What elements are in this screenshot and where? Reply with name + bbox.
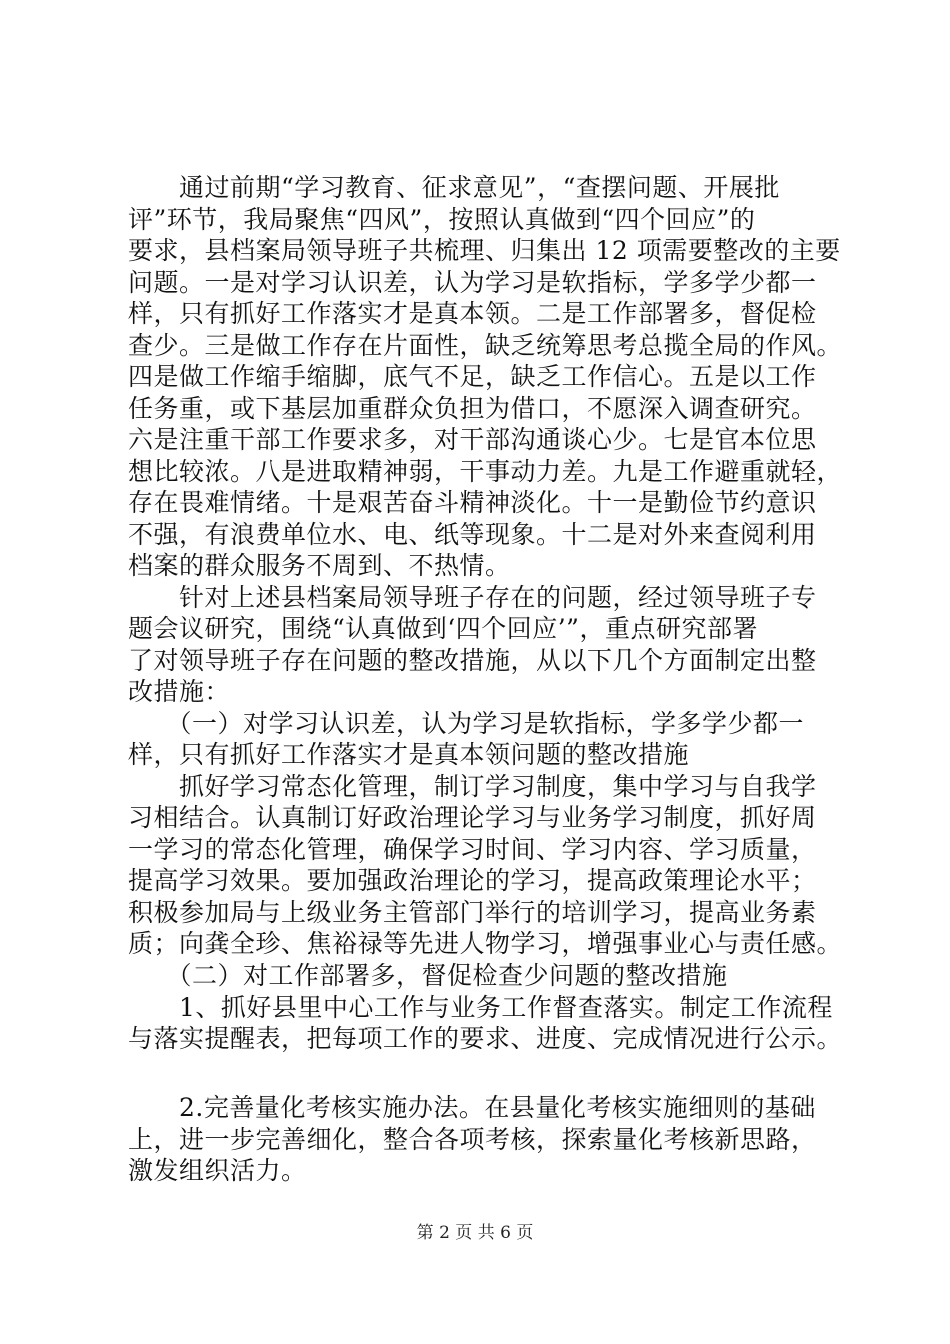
text-line: 抓好学习常态化管理，制订学习制度，集中学习与自我学 xyxy=(128,771,817,801)
page-number-footer: 第 2 页 共 6 页 xyxy=(416,1223,534,1243)
text-line: 任务重，或下基层加重群众负担为借口，不愿深入调查研究。 xyxy=(128,393,817,423)
text-line: 提高学习效果。要加强政治理论的学习，提高政策理论水平； xyxy=(128,866,817,895)
text-line: 改措施： xyxy=(128,677,231,706)
text-line: 了对领导班子存在问题的整改措施，从以下几个方面制定出整 xyxy=(128,645,817,675)
section-heading-line: 样，只有抓好工作落实才是真本领问题的整改措施 xyxy=(128,740,690,769)
text-line: 1、抓好县里中心工作与业务工作督查落实。制定工作流程 xyxy=(128,992,833,1022)
text-line: 习相结合。认真制订好政治理论学习与业务学习制度，抓好周 xyxy=(128,803,817,832)
section-heading-line: （二）对工作部署多，督促检查少问题的整改措施 xyxy=(128,961,728,990)
text-line: 样，只有抓好工作落实才是真本领。二是工作部署多，督促检 xyxy=(128,299,817,328)
text-line: 问题。一是对学习认识差，认为学习是软指标，学多学少都一 xyxy=(128,267,817,297)
text-line: 质；向龚全珍、焦裕禄等先进人物学习，增强事业心与责任感。 xyxy=(128,929,843,958)
text-line: 查少。三是做工作存在片面性，缺乏统筹思考总揽全局的作风。 xyxy=(128,330,843,360)
text-line: 针对上述县档案局领导班子存在的问题，经过领导班子专 xyxy=(128,582,817,612)
text-line: 2.完善量化考核实施办法。在县量化考核实施细则的基础 xyxy=(128,1093,816,1122)
text-line: 四是做工作缩手缩脚，底气不足，缺乏工作信心。五是以工作 xyxy=(128,362,817,391)
text-line: 通过前期“学习教育、征求意见”，“查摆问题、开展批 xyxy=(128,173,780,202)
text-line: 想比较浓。八是进取精神弱，干事动力差。九是工作避重就轻， xyxy=(128,456,843,486)
text-line: 上，进一步完善细化，整合各项考核，探索量化考核新思路， xyxy=(128,1124,817,1154)
text-line: 一学习的常态化管理，确保学习时间、学习内容、学习质量， xyxy=(128,834,817,864)
text-line: 要求，县档案局领导班子共梳理、归集出 12 项需要整改的主要 xyxy=(128,236,841,265)
body-text-block-2 xyxy=(128,960,843,1055)
body-text-block-1 xyxy=(128,172,843,960)
text-line: 六是注重干部工作要求多，对干部沟通谈心少。七是官本位思 xyxy=(128,425,817,454)
text-line: 与落实提醒表，把每项工作的要求、进度、完成情况进行公示。 xyxy=(128,1024,843,1053)
section-heading-line: （一）对学习认识差，认为学习是软指标，学多学少都一 xyxy=(128,708,805,738)
text-line: 题会议研究，围绕“认真做到‘四个回应’”，重点研究部署 xyxy=(128,614,758,643)
text-line: 激发组织活力。 xyxy=(128,1156,307,1185)
text-line: 积极参加局与上级业务主管部门举行的培训学习，提高业务素 xyxy=(128,897,817,927)
body-text-block-3 xyxy=(128,1092,828,1187)
text-line: 存在畏难情绪。十是艰苦奋斗精神淡化。十一是勤俭节约意识 xyxy=(128,488,817,517)
text-line: 不强，有浪费单位水、电、纸等现象。十二是对外来查阅利用 xyxy=(128,519,817,549)
text-line: 档案的群众服务不周到、不热情。 xyxy=(128,551,511,580)
text-line: 评”环节，我局聚焦“四风”，按照认真做到“四个回应”的 xyxy=(128,204,756,234)
